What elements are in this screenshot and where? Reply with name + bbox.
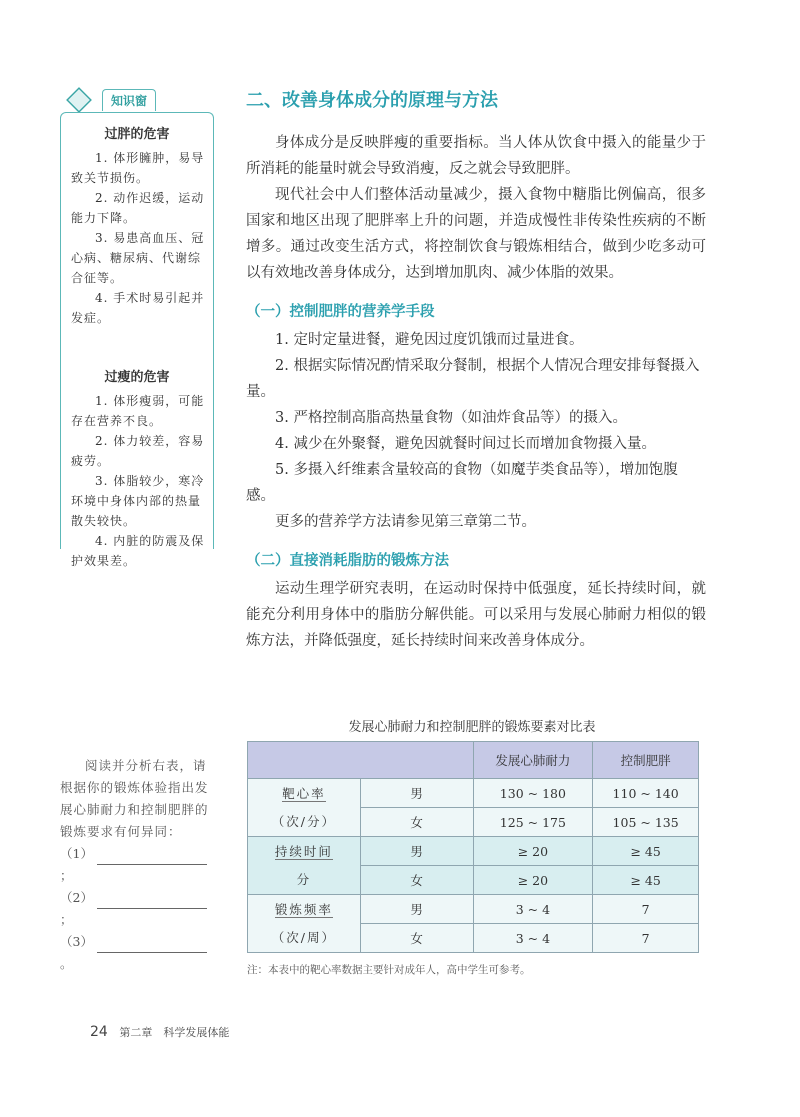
value-cell: 3 ~ 4 (473, 924, 593, 953)
table-row (248, 895, 699, 924)
section-title: 二、改善身体成分的原理与方法 (246, 90, 498, 111)
table-row (248, 837, 699, 866)
value-cell: ≥ 45 (593, 837, 699, 866)
page-footer (90, 1024, 229, 1040)
value-cell: ≥ 20 (473, 837, 593, 866)
blank-end: ； (60, 912, 73, 927)
page-number: 24 (90, 1024, 108, 1040)
sidebar-item: 4. 手术时易引起并发症。 (71, 291, 205, 325)
table-row (248, 779, 699, 808)
value-cell: 130 ~ 180 (473, 779, 593, 808)
sidebar-item: 2. 体力较差，容易疲劳。 (71, 434, 205, 468)
sex-cell: 男 (360, 779, 473, 808)
diamond-icon (66, 87, 92, 113)
answer-line[interactable] (60, 843, 216, 887)
knowledge-window-box (60, 112, 214, 568)
paragraph: 现代社会中人们整体活动量减少，摄入食物中糖脂比例偏高，很多国家和地区出现了肥胖率上升的问题，并造成慢性非传染性疾病的不断增多。通过改变生活方式，将控制饮食与锻炼相结合，做到少吃多动可以有效地改善身体成分，达到增加肌肉、减少体脂的效果。 (246, 187, 706, 281)
paragraph: 身体成分是反映胖瘦的重要指标。当人体从饮食中摄入的能量少于所消耗的能量时就会导致消瘦，反之就会导致肥胖。 (246, 135, 706, 177)
sidebar-heading: 过瘦的危害 (104, 370, 170, 385)
answer-line[interactable] (60, 931, 216, 975)
sex-cell: 女 (360, 924, 473, 953)
blank-end: ； (60, 868, 73, 883)
blank-label: （1） (60, 846, 93, 861)
subsection-title: （一）控制肥胖的营养学手段 (246, 304, 435, 320)
group-label: 靶心率 (282, 785, 326, 801)
sidebar-heading: 过胖的危害 (104, 127, 170, 142)
sidebar-item: 3. 体脂较少，寒冷环境中身体内部的热量散失较快。 (71, 474, 205, 528)
blank-label: （2） (60, 890, 93, 905)
sex-cell: 男 (360, 895, 473, 924)
subsection-title: （二）直接消耗脂肪的锻炼方法 (246, 553, 449, 569)
table-header: 发展心肺耐力 (473, 742, 593, 779)
chapter-title: 第二章 科学发展体能 (119, 1026, 230, 1039)
blank-label: （3） (60, 934, 93, 949)
group-unit: （次/周） (271, 929, 336, 945)
value-cell: ≥ 45 (593, 866, 699, 895)
answer-line[interactable] (60, 887, 216, 931)
comparison-table (247, 741, 699, 953)
value-cell: 7 (593, 895, 699, 924)
sex-cell: 女 (360, 866, 473, 895)
sidebar-item: 2. 动作迟缓，运动能力下降。 (71, 191, 205, 225)
value-cell: 105 ~ 135 (593, 808, 699, 837)
group-unit: （次/分） (271, 813, 336, 829)
group-unit: 分 (296, 871, 312, 887)
list-item: 4. 减少在外聚餐，避免因就餐时间过长而增加食物摄入量。 (275, 436, 656, 452)
value-cell: 3 ~ 4 (473, 895, 593, 924)
sidebar-item: 3. 易患高血压、冠心病、糖尿病、代谢综合征等。 (71, 231, 205, 285)
list-item: 3. 严格控制高脂高热量食物（如油炸食品等）的摄入。 (275, 410, 627, 426)
sidebar-item: 1. 体形瘦弱，可能存在营养不良。 (71, 394, 205, 428)
main-content (246, 86, 706, 654)
sex-cell: 男 (360, 837, 473, 866)
sex-cell: 女 (360, 808, 473, 837)
paragraph: 运动生理学研究表明，在运动时保持中低强度，延长持续时间，就能充分利用身体中的脂肪分解供能。可以采用与发展心肺耐力相似的锻炼方法，并降低强度，延长持续时间来改善身体成分。 (246, 581, 706, 649)
value-cell: 7 (593, 924, 699, 953)
table-caption: 发展心肺耐力和控制肥胖的锻炼要素对比表 (348, 720, 596, 735)
table-note: 注：本表中的靶心率数据主要针对成年人，高中学生可参考。 (247, 964, 531, 976)
group-label: 锻炼频率 (274, 901, 333, 917)
list-item: 1. 定时定量进餐，避免因过度饥饿而过量进食。 (275, 332, 584, 348)
knowledge-window-tab (60, 88, 156, 112)
value-cell: 125 ~ 175 (473, 808, 593, 837)
group-label: 持续时间 (274, 843, 333, 859)
list-item: 更多的营养学方法请参见第三章第二节。 (275, 514, 536, 530)
list-item: 2. 根据实际情况酌情采取分餐制，根据个人情况合理安排每餐摄入量。 (246, 358, 700, 400)
blank-end: 。 (60, 956, 73, 971)
value-cell: ≥ 20 (473, 866, 593, 895)
knowledge-window-label: 知识窗 (102, 89, 156, 111)
sidebar-item: 1. 体形臃肿，易导致关节损伤。 (71, 151, 205, 185)
table-header: 控制肥胖 (593, 742, 699, 779)
value-cell: 110 ~ 140 (593, 779, 699, 808)
sidebar-item: 4. 内脏的防震及保护效果差。 (71, 534, 205, 568)
exercise-question (60, 755, 216, 975)
question-text: 阅读并分析右表，请根据你的锻炼体验指出发展心肺耐力和控制肥胖的锻炼要求有何异同： (60, 758, 209, 839)
list-item: 5. 多摄入纤维素含量较高的食物（如魔芋类食品等），增加饱腹感。 (246, 462, 678, 504)
